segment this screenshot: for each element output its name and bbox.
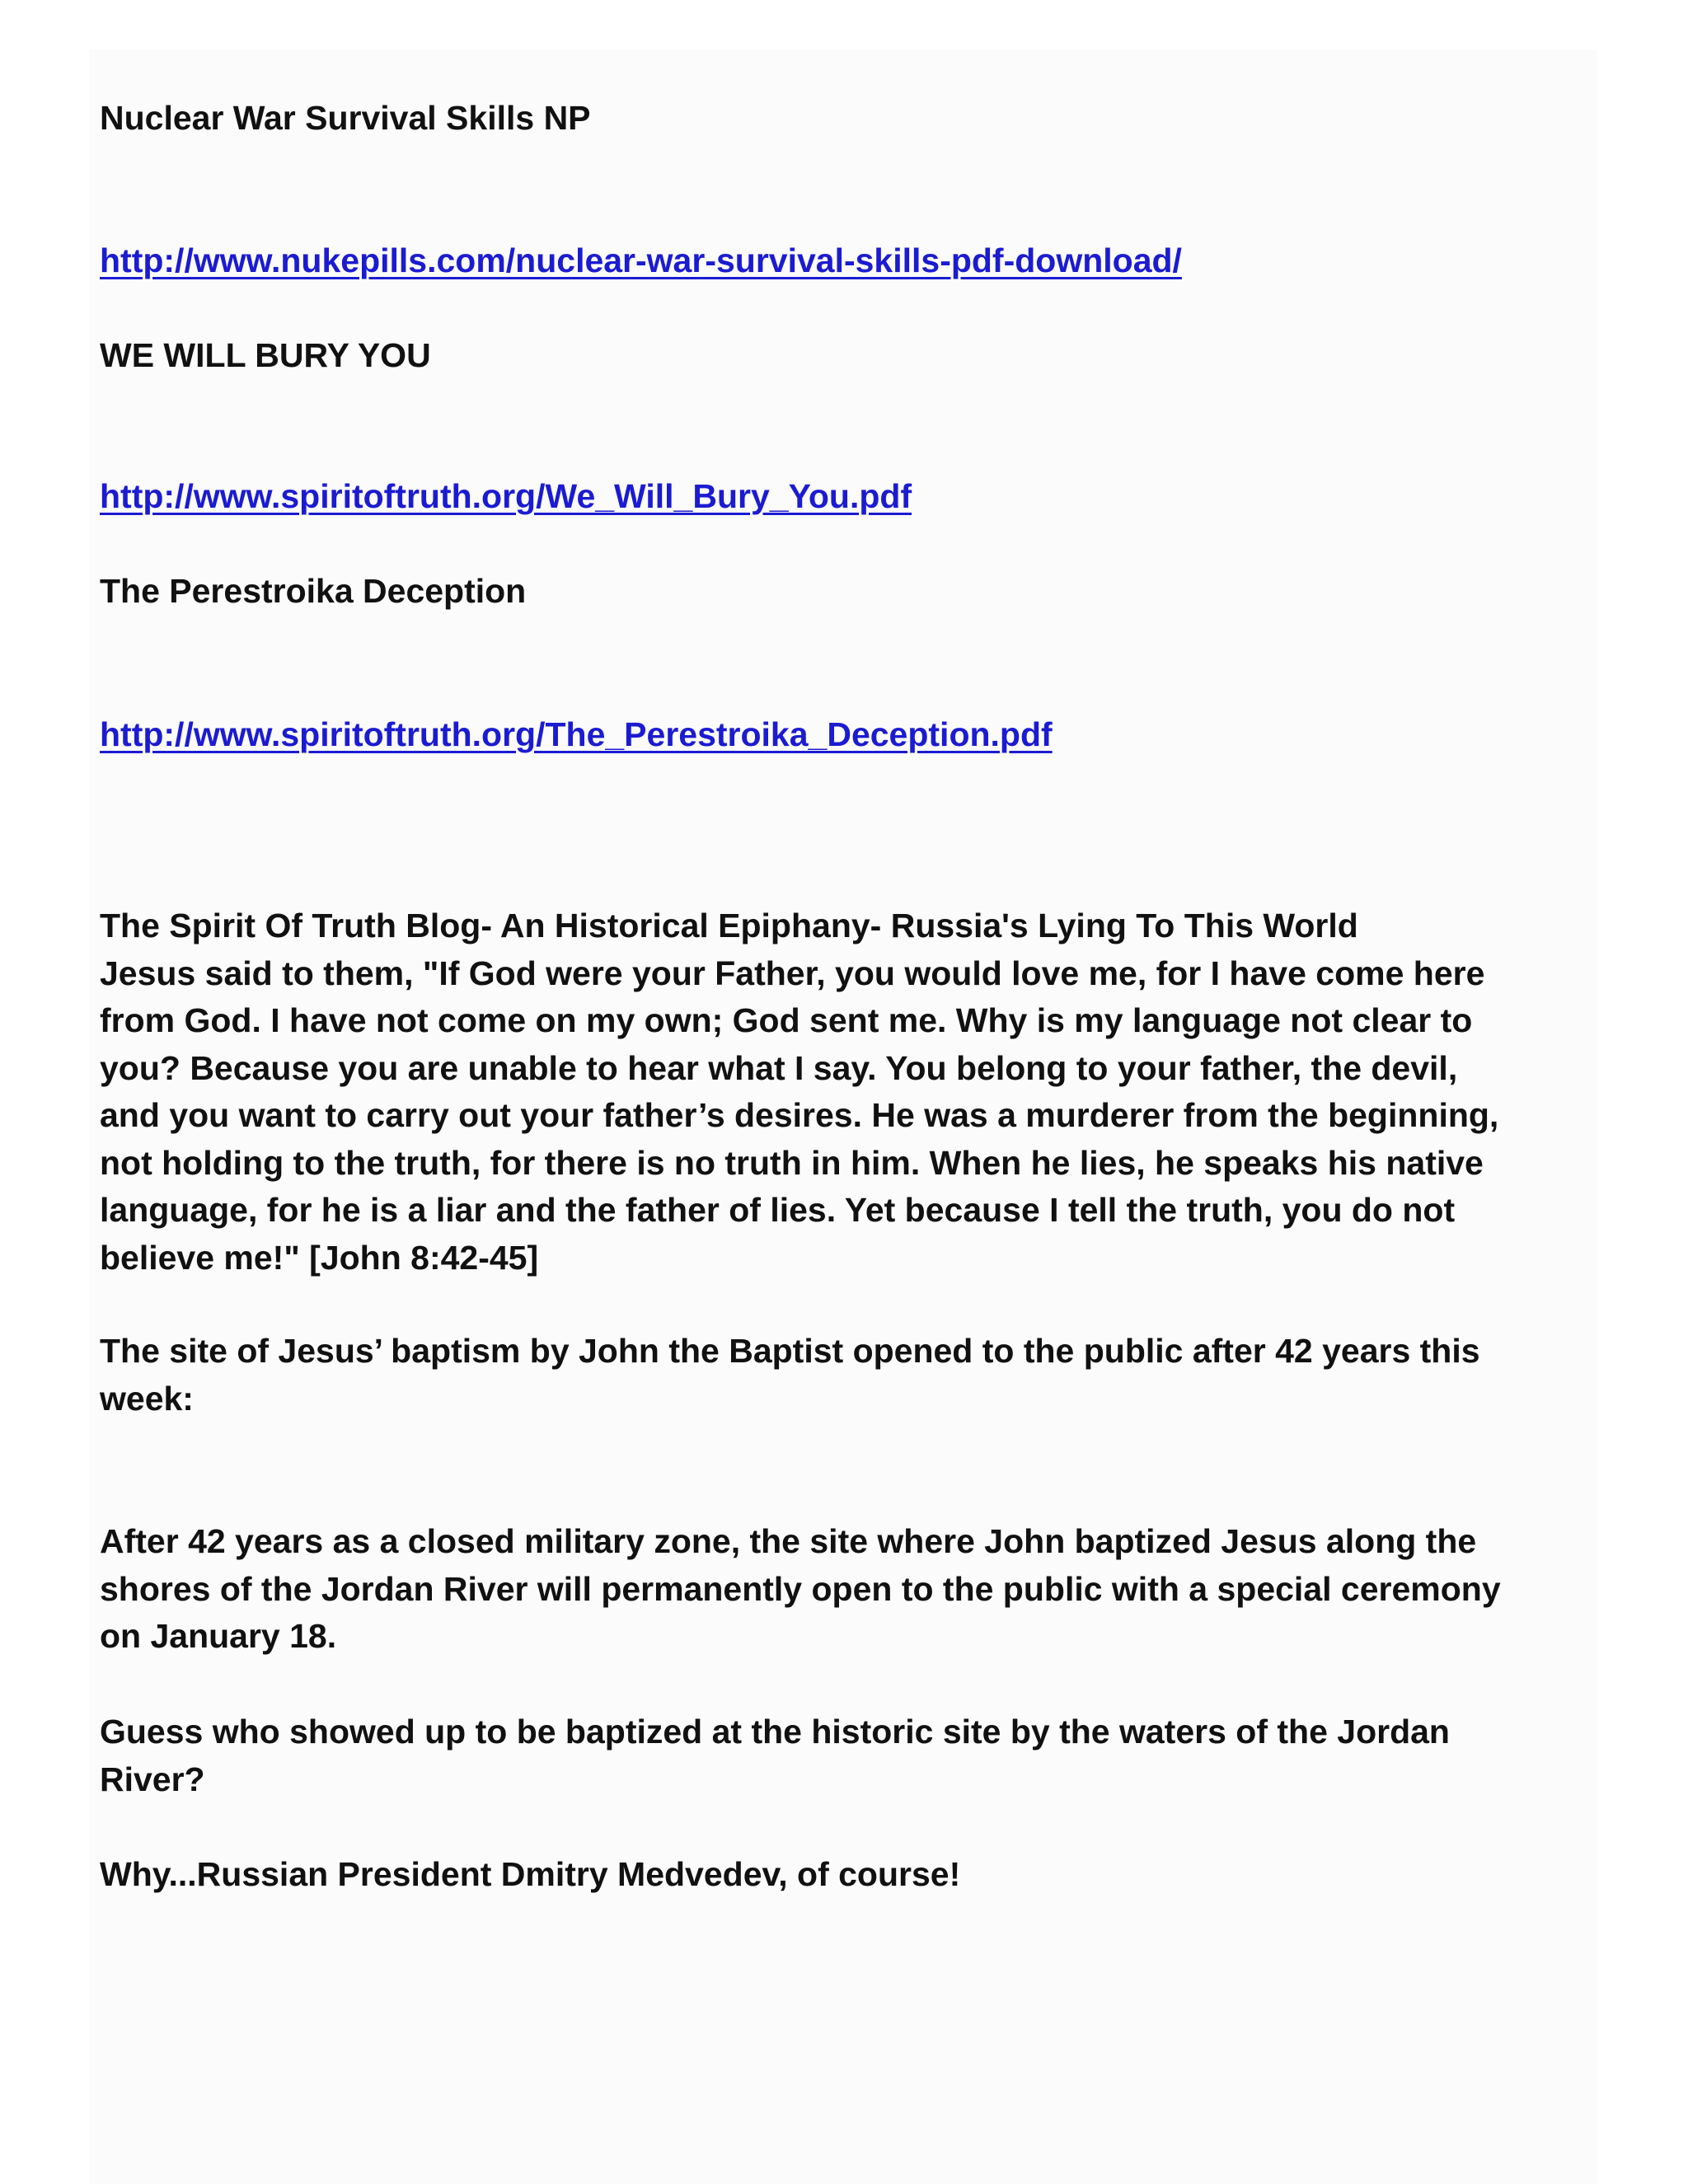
link-nukepills[interactable]: http://www.nukepills.com/nuclear-war-survival-skills-pdf-download/ <box>100 241 1182 279</box>
section-title-perestroika: The Perestroika Deception <box>100 572 527 610</box>
section-title-nuclear-war: Nuclear War Survival Skills NP <box>100 99 591 137</box>
link-row <box>100 190 1182 284</box>
link-we-will-bury-you[interactable]: http://www.spiritoftruth.org/We_Will_Bury_You.pdf <box>100 476 912 515</box>
link-row <box>100 425 912 520</box>
section-title-we-will-bury-you: WE WILL BURY YOU <box>100 336 431 374</box>
article-paragraph-scripture: The Spirit Of Truth Blog- An Historical Epiphany- Russia's Lying To This World Jesus said to them, "If God were your Father, you would love me, for I have come here from God. I have not come on my own; God sent me. Why is my language not clear to you? Because you are unable to hear what I say. You belong to your father, the devil, and you want to carry out your father’s desires. He was a murderer from the beginning, not holding to the truth, for there is no truth in him. When he lies, he speaks his native language, for he is a liar and the father of lies. Yet because I tell the truth, you do not believe me!" [John 8:42-45] <box>100 907 1499 1277</box>
link-perestroika-deception[interactable]: http://www.spiritoftruth.org/The_Perestroika_Deception.pdf <box>100 715 1053 753</box>
article-paragraph-guess-who: Guess who showed up to be baptized at the historic site by the waters of the Jordan River? <box>100 1713 1450 1798</box>
article-paragraph-baptism-site: The site of Jesus’ baptism by John the Baptist opened to the public after 42 years this week: <box>100 1332 1480 1418</box>
article-paragraph-military-zone: After 42 years as a closed military zone, the site where John baptized Jesus along the shores of the Jordan River will permanently open to the public with a special ceremony on January 18. <box>100 1522 1501 1655</box>
link-row <box>100 663 1053 758</box>
article-paragraph-medvedev: Why...Russian President Dmitry Medvedev, of course! <box>100 1855 961 1893</box>
